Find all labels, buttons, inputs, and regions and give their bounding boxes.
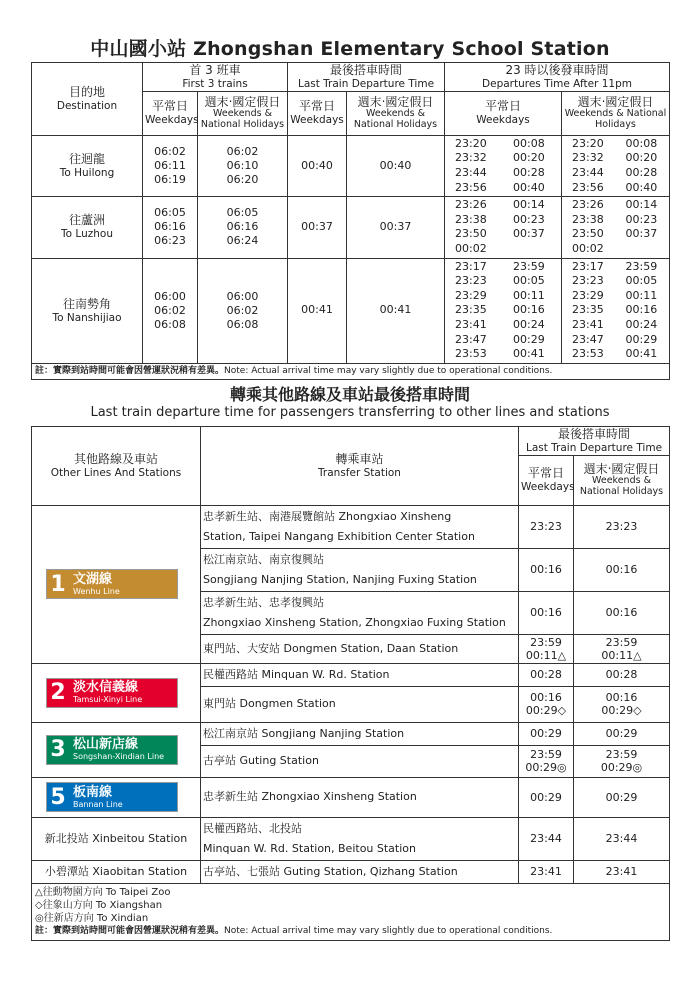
transfer-station-cell: 松江南京站、南京復興站 Songjiang Nanjing Station, Nanjing Fuxing Station bbox=[201, 548, 519, 591]
page-title: 中山國小站 Zhongshan Elementary School Station bbox=[90, 38, 610, 60]
last-train-cell: 00:29 bbox=[519, 777, 574, 817]
departure-time: 00:20 bbox=[513, 151, 545, 165]
last-train-cell: 00:37 bbox=[288, 197, 347, 258]
last-train-cell: 00:16 bbox=[574, 591, 670, 634]
last-train-cell: 00:41 bbox=[347, 258, 445, 363]
departure-time: 00:16 bbox=[513, 303, 545, 317]
line-number: 3 bbox=[47, 736, 69, 764]
transfer-station-cell: 民權西路站、北投站 Minquan W. Rd. Station, Beitou Station bbox=[201, 817, 519, 860]
after-11pm-cell bbox=[445, 197, 562, 258]
departure-time: 00:14 bbox=[513, 198, 545, 212]
weekend-header: 週末‧國定假日 Weekends & National Holidays bbox=[198, 91, 288, 135]
transfer-station-cell: 東門站 Dongmen Station bbox=[201, 686, 519, 722]
last-train-cell: 23:59 00:29◎ bbox=[574, 745, 670, 777]
legend-item: △往動物園方向 To Taipei Zoo bbox=[35, 886, 171, 898]
departure-time: 00:24 bbox=[513, 317, 545, 331]
last-train-cell: 00:16 bbox=[574, 548, 670, 591]
last-train-cell: 00:29 bbox=[574, 777, 670, 817]
first-trains-cell: 06:00 06:02 06:08 bbox=[143, 258, 198, 363]
last-train-cell: 23:59 00:11△ bbox=[574, 634, 670, 663]
transfer-station-cell: 民權西路站 Minquan W. Rd. Station bbox=[201, 663, 519, 686]
first-trains-cell: 06:05 06:16 06:24 bbox=[198, 197, 288, 258]
departure-time: 00:29 bbox=[625, 332, 658, 346]
line-name-en: Wenhu Line bbox=[73, 586, 120, 596]
line-name: 松山新店線 bbox=[73, 737, 139, 753]
departure-time: 00:28 bbox=[513, 166, 545, 180]
departure-time: 23:35 bbox=[572, 303, 604, 317]
after-11pm-cell bbox=[445, 258, 562, 363]
last-train-cell: 23:23 bbox=[519, 505, 574, 548]
line-badge-cell bbox=[32, 505, 201, 663]
weekend-header: 週末‧國定假日 Weekends & National Holidays bbox=[347, 91, 445, 135]
departure-time: 00:16 bbox=[625, 303, 658, 317]
last-train-header: 最後搭車時間 Last Train Departure Time bbox=[288, 63, 445, 92]
after-11pm-header: 23 時以後發車時間 Departures Time After 11pm bbox=[445, 63, 670, 92]
first-trains-cell: 06:00 06:02 06:08 bbox=[198, 258, 288, 363]
line-name-en: Songshan-Xindian Line bbox=[73, 752, 165, 762]
weekdays-header: 平常日 Weekdays bbox=[288, 91, 347, 135]
departure-time: 00:11 bbox=[625, 288, 658, 302]
line-badge-cell bbox=[32, 777, 201, 817]
departure-time: 23:32 bbox=[572, 151, 604, 165]
departure-time: 00:29 bbox=[513, 332, 545, 346]
departure-time: 23:44 bbox=[455, 166, 487, 180]
weekdays-header: 平常日 Weekdays bbox=[445, 91, 562, 135]
departure-time: 00:40 bbox=[513, 180, 545, 194]
departure-time: 00:11 bbox=[513, 288, 545, 302]
departure-time: 00:28 bbox=[625, 166, 658, 180]
first-trains-header: 首 3 班車 First 3 trains bbox=[143, 63, 288, 92]
departure-time bbox=[616, 242, 670, 257]
departure-time: 23:59 bbox=[625, 259, 658, 273]
legend-item: ◎往新店方向 To Xindian bbox=[35, 912, 149, 924]
departure-time: 00:37 bbox=[513, 227, 545, 241]
departure-time: 23:38 bbox=[572, 212, 604, 226]
weekdays-header: 平常日 Weekdays bbox=[519, 455, 574, 505]
line-name-en: Tamsui-Xinyi Line bbox=[73, 695, 143, 705]
first-trains-cell: 06:02 06:10 06:20 bbox=[198, 135, 288, 196]
departure-time: 23:26 bbox=[572, 198, 604, 212]
last-train-cell: 00:29 bbox=[574, 722, 670, 745]
last-train-cell: 00:16 00:29◇ bbox=[519, 686, 574, 722]
last-train-cell: 23:23 bbox=[574, 505, 670, 548]
weekend-header: 週末‧國定假日 Weekends & National Holidays bbox=[574, 455, 670, 505]
departure-time: 00:40 bbox=[625, 180, 658, 194]
transfer-station-header: 轉乘車站 Transfer Station bbox=[201, 427, 519, 506]
line-badge bbox=[46, 735, 178, 765]
transfer-station-cell: 松江南京站 Songjiang Nanjing Station bbox=[201, 722, 519, 745]
transfer-station-cell: 古亭站 Guting Station bbox=[201, 745, 519, 777]
departure-time: 23:44 bbox=[572, 166, 604, 180]
departure-time: 00:41 bbox=[513, 347, 545, 361]
weekdays-header: 平常日 Weekdays bbox=[143, 91, 198, 135]
departure-time: 23:50 bbox=[572, 227, 604, 241]
line-name-en: Bannan Line bbox=[73, 799, 123, 809]
after-11pm-cell bbox=[562, 197, 670, 258]
transfer-title: 轉乘其他路線及車站最後搭車時間 bbox=[229, 385, 470, 404]
line-badge-cell bbox=[32, 663, 201, 722]
departure-time: 23:47 bbox=[455, 332, 487, 346]
departure-time bbox=[503, 242, 561, 257]
transfer-table bbox=[31, 426, 670, 941]
other-lines-header: 其他路線及車站 Other Lines And Stations bbox=[32, 427, 201, 506]
line-number: 1 bbox=[47, 570, 69, 598]
departure-time: 23:23 bbox=[455, 274, 487, 288]
transfer-station-cell: 忠孝新生站 Zhongxiao Xinsheng Station bbox=[201, 777, 519, 817]
departure-time: 23:26 bbox=[455, 198, 487, 212]
legend bbox=[32, 883, 670, 940]
last-train-cell: 00:28 bbox=[574, 663, 670, 686]
departure-time: 00:08 bbox=[513, 136, 545, 150]
departure-time: 00:02 bbox=[455, 242, 487, 256]
departure-time: 00:41 bbox=[625, 347, 658, 361]
departure-time: 00:05 bbox=[625, 274, 658, 288]
last-train-cell: 00:37 bbox=[347, 197, 445, 258]
departure-time: 23:59 bbox=[513, 259, 545, 273]
departure-time: 00:24 bbox=[625, 317, 658, 331]
last-train-cell: 23:41 bbox=[519, 860, 574, 883]
departure-time: 23:38 bbox=[455, 212, 487, 226]
other-station-cell: 小碧潭站 Xiaobitan Station bbox=[32, 860, 201, 883]
last-train-cell: 00:16 00:29◇ bbox=[574, 686, 670, 722]
after-11pm-cell bbox=[445, 135, 562, 196]
departure-time: 00:14 bbox=[625, 198, 658, 212]
dest-header: 目的地 Destination bbox=[32, 63, 143, 136]
departure-time: 23:29 bbox=[455, 288, 487, 302]
departure-time: 23:20 bbox=[572, 136, 604, 150]
last-train-cell: 00:28 bbox=[519, 663, 574, 686]
departure-time: 23:50 bbox=[455, 227, 487, 241]
footnote: 註：實際到站時間可能會因營運狀況稍有差異。Note: Actual arrival time may vary slightly due to operational conditions. bbox=[32, 363, 670, 379]
line-name: 文湖線 bbox=[73, 571, 113, 587]
departure-time: 23:23 bbox=[572, 274, 604, 288]
last-train-cell: 23:59 00:29◎ bbox=[519, 745, 574, 777]
transfer-subtitle: Last train departure time for passengers transferring to other lines and stations bbox=[90, 405, 610, 420]
last-train-cell: 23:44 bbox=[519, 817, 574, 860]
destination-cell: 往南勢角 To Nanshijiao bbox=[32, 258, 143, 363]
departure-time: 23:20 bbox=[455, 136, 487, 150]
last-train-cell: 00:29 bbox=[519, 722, 574, 745]
departure-time: 00:02 bbox=[572, 242, 604, 256]
last-train-cell: 00:40 bbox=[347, 135, 445, 196]
departure-time: 23:56 bbox=[455, 180, 487, 194]
departure-time: 23:53 bbox=[572, 347, 604, 361]
departure-time: 23:53 bbox=[455, 347, 487, 361]
departure-time: 23:35 bbox=[455, 303, 487, 317]
line-badge bbox=[46, 569, 178, 599]
departure-time: 00:37 bbox=[625, 227, 658, 241]
last-train-cell: 23:41 bbox=[574, 860, 670, 883]
transfer-station-cell: 忠孝新生站、忠孝復興站 Zhongxiao Xinsheng Station, Zhongxiao Fuxing Station bbox=[201, 591, 519, 634]
transfer-station-cell: 古亭站、七張站 Guting Station, Qizhang Station bbox=[201, 860, 519, 883]
last-train-header: 最後搭車時間 Last Train Departure Time bbox=[519, 427, 670, 456]
first-trains-cell: 06:05 06:16 06:23 bbox=[143, 197, 198, 258]
line-badge bbox=[46, 678, 178, 708]
last-train-cell: 00:41 bbox=[288, 258, 347, 363]
departure-time: 23:41 bbox=[455, 317, 487, 331]
last-train-cell: 23:59 00:11△ bbox=[519, 634, 574, 663]
transfer-station-cell: 東門站、大安站 Dongmen Station, Daan Station bbox=[201, 634, 519, 663]
departure-time: 00:20 bbox=[625, 151, 658, 165]
last-train-cell: 00:16 bbox=[519, 548, 574, 591]
departure-time: 23:32 bbox=[455, 151, 487, 165]
departure-time: 23:41 bbox=[572, 317, 604, 331]
line-badge-cell bbox=[32, 722, 201, 777]
departure-time: 00:23 bbox=[513, 212, 545, 226]
after-11pm-cell bbox=[562, 135, 670, 196]
departure-time: 00:08 bbox=[625, 136, 658, 150]
departure-time: 00:23 bbox=[625, 212, 658, 226]
weekend-header: 週末‧國定假日 Weekends & National Holidays bbox=[562, 91, 670, 135]
departure-time: 23:17 bbox=[572, 259, 604, 273]
departure-time: 23:47 bbox=[572, 332, 604, 346]
last-train-cell: 00:40 bbox=[288, 135, 347, 196]
line-number: 2 bbox=[47, 679, 69, 707]
last-train-cell: 23:44 bbox=[574, 817, 670, 860]
line-name: 淡水信義線 bbox=[73, 680, 139, 696]
other-station-cell: 新北投站 Xinbeitou Station bbox=[32, 817, 201, 860]
line-name: 板南線 bbox=[73, 784, 113, 800]
destination-cell: 往迴龍 To Huilong bbox=[32, 135, 143, 196]
after-11pm-cell bbox=[562, 258, 670, 363]
legend-item: ◇往象山方向 To Xiangshan bbox=[35, 899, 163, 911]
departure-time: 00:05 bbox=[513, 274, 545, 288]
first-trains-cell: 06:02 06:11 06:19 bbox=[143, 135, 198, 196]
transfer-station-cell: 忠孝新生站、南港展覽館站 Zhongxiao Xinsheng Station, Taipei Nangang Exhibition Center Station bbox=[201, 505, 519, 548]
departure-time: 23:56 bbox=[572, 180, 604, 194]
departure-table bbox=[31, 62, 670, 380]
line-number: 5 bbox=[47, 783, 69, 811]
departure-time: 23:17 bbox=[455, 259, 487, 273]
footnote: 註：實際到站時間可能會因營運狀況稍有差異。Note: Actual arrival time may vary slightly due to operational conditions. bbox=[35, 925, 553, 936]
destination-cell: 往蘆洲 To Luzhou bbox=[32, 197, 143, 258]
departure-time: 23:29 bbox=[572, 288, 604, 302]
line-badge bbox=[46, 782, 178, 812]
last-train-cell: 00:16 bbox=[519, 591, 574, 634]
